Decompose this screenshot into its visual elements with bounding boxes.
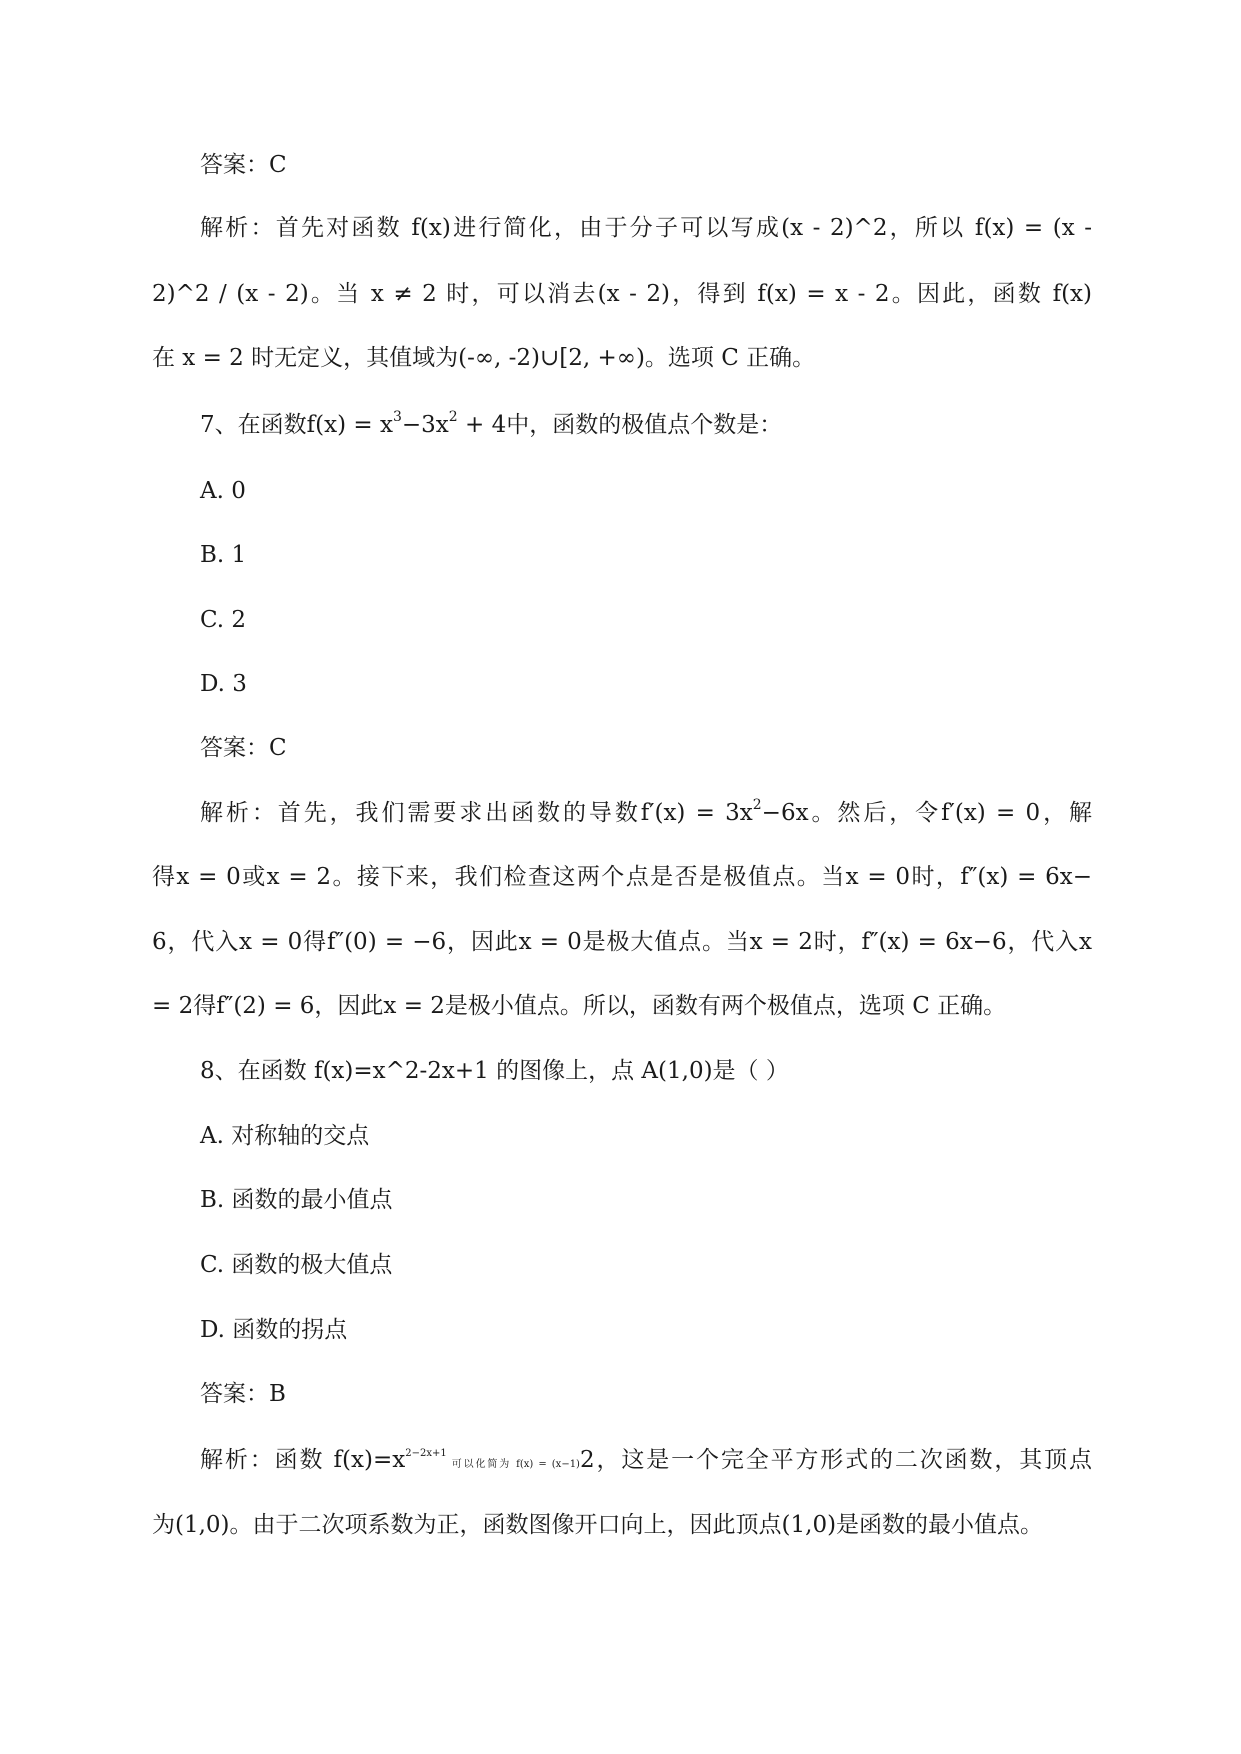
q6-analysis-line-1: 解析：首先对函数 f(x)进行简化，由于分子可以写成(x - 2)^2，所以 f(x) = (x - <box>200 215 1092 241</box>
q7-stem-pre: 7、在函数f(x) = x <box>200 412 393 438</box>
q8-option-b: B. 函数的最小值点 <box>200 1187 393 1213</box>
q8-stem: 8、在函数 f(x)=x^2-2x+1 的图像上，点 A(1,0)是（ ） <box>200 1058 789 1084</box>
q8-analysis-post: 2，这是一个完全平方形式的二次函数，其顶点 <box>579 1447 1093 1473</box>
q7-analysis-line-2: 得x = 0或x = 2。接下来，我们检查这两个点是否是极值点。当x = 0时，f″(x) = 6x− <box>152 864 1092 890</box>
q7-stem-exponent-2: 2 <box>448 409 458 426</box>
q8-analysis-line-1 <box>200 1443 1092 1482</box>
q7-stem <box>200 408 1092 442</box>
q7-stem-post: + 4中，函数的极值点个数是： <box>457 412 783 438</box>
q7-analysis-line-1 <box>200 796 1092 830</box>
q7-option-a: A. 0 <box>200 478 246 504</box>
q7-analysis-line-3: 6，代入x = 0得f″(0) = −6，因此x = 0是极大值点。当x = 2时，f″(x) = 6x−6，代入x <box>152 929 1092 955</box>
q8-answer: 答案：B <box>200 1381 286 1407</box>
q7-analysis-l1-post: −6x。然后，令f′(x) = 0，解 <box>761 800 1092 826</box>
q7-analysis-l1-exponent: 2 <box>752 797 762 814</box>
q8-option-d: D. 函数的拐点 <box>200 1317 348 1343</box>
q7-answer: 答案：C <box>200 735 287 761</box>
q7-option-d: D. 3 <box>200 671 247 697</box>
q7-stem-exponent-1: 3 <box>392 409 402 426</box>
q8-analysis-line-2: 为(1,0)。由于二次项系数为正，函数图像开口向上，因此顶点(1,0)是函数的最小值点。 <box>152 1512 1044 1538</box>
q7-option-b: B. 1 <box>200 542 247 568</box>
q8-option-c: C. 函数的极大值点 <box>200 1252 393 1278</box>
q8-option-a: A. 对称轴的交点 <box>200 1123 370 1149</box>
q8-analysis-small-text: 可以化简为 f(x) = (x−1) <box>446 1459 580 1470</box>
q7-stem-mid: −3x <box>401 412 449 438</box>
q6-analysis-line-3: 在 x = 2 时无定义，其值域为(-∞, -2)∪[2, +∞)。选项 C 正确。 <box>152 345 816 371</box>
q7-analysis-l1-pre: 解析：首先，我们需要求出函数的导数f′(x) = 3x <box>200 800 753 826</box>
q7-option-c: C. 2 <box>200 607 247 633</box>
q6-analysis-line-2: 2)^2 / (x - 2)。当 x ≠ 2 时，可以消去(x - 2)，得到 f(x) = x - 2。因此，函数 f(x) <box>152 281 1092 307</box>
q8-analysis-exponent: 2−2x+1 <box>405 1448 447 1460</box>
q8-analysis-pre: 解析：函数 f(x)=x <box>200 1447 406 1473</box>
q7-analysis-line-4: = 2得f″(2) = 6，因此x = 2是极小值点。所以，函数有两个极值点，选项 C 正确。 <box>152 993 1007 1019</box>
q6-answer: 答案：C <box>200 152 287 178</box>
